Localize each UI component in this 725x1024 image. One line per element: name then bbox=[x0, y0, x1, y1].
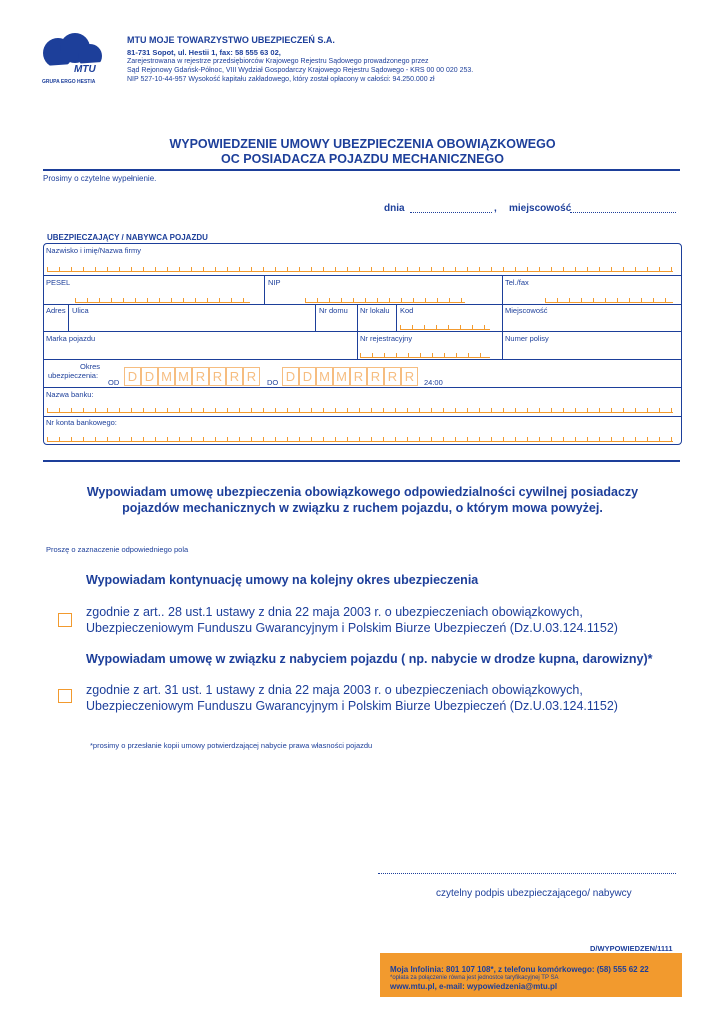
row-divider bbox=[43, 275, 682, 276]
policy-number-label: Numer polisy bbox=[505, 334, 549, 343]
option1-heading: Wypowiadam kontynuację umowy na kolejny okres ubezpieczenia bbox=[86, 573, 479, 587]
col-divider bbox=[396, 304, 397, 331]
nip-label: NIP bbox=[268, 278, 281, 287]
name-label: Nazwisko i imię/Nazwa firmy bbox=[46, 246, 142, 255]
col-divider bbox=[315, 304, 316, 331]
bank-account-label: Nr konta bankowego: bbox=[46, 418, 117, 427]
apartment-label: Nr lokalu bbox=[360, 306, 390, 315]
pesel-label: PESEL bbox=[46, 278, 71, 287]
hotline-text: Moja Infolinia: 801 107 108*, z telefonu komórkowego: (58) 555 62 22 bbox=[390, 965, 649, 974]
option2-checkbox[interactable] bbox=[58, 689, 72, 703]
bank-name-input[interactable] bbox=[47, 406, 673, 413]
section-label: UBEZPIECZAJĄCY / NABYWCA POJAZDU bbox=[47, 233, 208, 242]
date-cell[interactable]: D bbox=[141, 367, 158, 386]
form-bottom-rule bbox=[43, 460, 680, 462]
date-label: dnia bbox=[384, 203, 405, 214]
company-name: MTU MOJE TOWARZYSTWO UBEZPIECZEŃ S.A. bbox=[127, 35, 335, 45]
date-cell[interactable]: R bbox=[226, 367, 243, 386]
form-title-line-2: OC POSIADACZA POJAZDU MECHANICZNEGO bbox=[221, 152, 504, 166]
house-number-label: Nr domu bbox=[319, 306, 348, 315]
date-cell[interactable]: R bbox=[192, 367, 209, 386]
fill-instruction: Prosimy o czytelne wypełnienie. bbox=[43, 174, 157, 183]
title-rule bbox=[43, 169, 680, 171]
date-cell[interactable]: R bbox=[384, 367, 401, 386]
bank-account-input[interactable] bbox=[47, 435, 673, 442]
col-divider bbox=[502, 304, 503, 331]
row-divider bbox=[43, 359, 682, 360]
form-title-line-1: WYPOWIEDZENIE UMOWY UBEZPIECZENIA OBOWIĄZKOWEGO bbox=[169, 137, 556, 151]
contact-footer bbox=[380, 953, 682, 997]
registration-label: Nr rejestracyjny bbox=[360, 334, 413, 343]
date-cell[interactable]: M bbox=[316, 367, 333, 386]
col-divider bbox=[502, 331, 503, 359]
option1-line-1: zgodnie z art.. 28 ust.1 ustawy z dnia 22 maja 2003 r. o ubezpieczeniach obowiązkowych, bbox=[86, 605, 583, 619]
signature-line[interactable] bbox=[378, 873, 676, 874]
time-label: 24:00 bbox=[424, 378, 443, 387]
website-email[interactable]: www.mtu.pl, e-mail: wypowiedzenia@mtu.pl bbox=[390, 982, 558, 991]
city-label: Miejscowość bbox=[505, 306, 548, 315]
name-input[interactable] bbox=[47, 265, 673, 272]
date-cell[interactable]: D bbox=[124, 367, 141, 386]
bank-name-label: Nazwa banku: bbox=[46, 390, 94, 399]
option2-line-1: zgodnie z art. 31 ust. 1 ustawy z dnia 22 maja 2003 r. o ubezpieczeniach obowiązkowych, bbox=[86, 683, 583, 697]
select-note: Proszę o zaznaczenie odpowiedniego pola bbox=[46, 545, 189, 554]
period-label-2: ubezpieczenia: bbox=[48, 371, 99, 380]
policyholder-form bbox=[43, 243, 682, 445]
postcode-label: Kod bbox=[400, 306, 414, 315]
postcode-input[interactable] bbox=[400, 323, 490, 330]
row-divider bbox=[43, 331, 682, 332]
nip-input[interactable] bbox=[305, 296, 465, 303]
tariff-note: *opłata za połączenie równa jest jednostce taryfikacyjnej TP SA bbox=[390, 975, 559, 981]
date-cell[interactable]: D bbox=[282, 367, 299, 386]
col-divider bbox=[357, 331, 358, 359]
tel-label: Tel./fax bbox=[505, 278, 529, 287]
address-label: Adres bbox=[46, 306, 66, 315]
to-label: DO bbox=[267, 378, 279, 387]
period-label-1: Okres bbox=[80, 362, 101, 371]
company-address: 81-731 Sopot, ul. Hestii 1, fax: 58 555 63 02, bbox=[127, 48, 281, 57]
date-cell[interactable]: M bbox=[158, 367, 175, 386]
col-divider bbox=[68, 304, 69, 331]
footnote: *prosimy o przesłanie kopii umowy potwierdzającej nabycie prawa własności pojazdu bbox=[90, 741, 373, 750]
date-cell[interactable]: M bbox=[333, 367, 350, 386]
logo-caption: GRUPA ERGO HESTIA bbox=[42, 79, 96, 85]
row-divider bbox=[43, 304, 682, 305]
registry-line-1: Zarejestrowana w rejestrze przedsiębiorców Krajowego Rejestru Sądowego prowadzonego przez bbox=[127, 58, 429, 65]
vehicle-make-label: Marka pojazdu bbox=[46, 334, 96, 343]
signature-label: czytelny podpis ubezpieczającego/ nabywcy bbox=[436, 888, 632, 899]
option2-line-2: Ubezpieczeniowym Funduszu Gwarancyjnym i Polskim Biurze Ubezpieczeń (Dz.U.03.124.1152) bbox=[86, 699, 618, 713]
date-cell[interactable]: M bbox=[175, 367, 192, 386]
date-cell[interactable]: R bbox=[243, 367, 260, 386]
registration-input[interactable] bbox=[360, 351, 490, 358]
row-divider bbox=[43, 387, 682, 388]
street-label: Ulica bbox=[72, 306, 89, 315]
date-cell[interactable]: R bbox=[209, 367, 226, 386]
period-from-cells[interactable] bbox=[124, 367, 260, 386]
place-input[interactable] bbox=[570, 212, 676, 213]
registry-line-2: Sąd Rejonowy Gdańsk-Północ, VIII Wydział Gospodarczy Krajowego Rejestru Sądowego - KRS 00 00 020 253. bbox=[127, 67, 474, 74]
company-logo bbox=[40, 32, 106, 90]
date-cell[interactable]: R bbox=[350, 367, 367, 386]
tel-input[interactable] bbox=[545, 296, 673, 303]
statement-line-1: Wypowiadam umowę ubezpieczenia obowiązkowego odpowiedzialności cywilnej posiadaczy bbox=[86, 485, 639, 499]
date-comma: , bbox=[494, 203, 497, 214]
registry-line-3: NIP 527-10-44-957 Wysokość kapitału zakładowego, który został opłacony w całości: 94.250.000 zł bbox=[127, 76, 435, 83]
option2-heading: Wypowiadam umowę w związku z nabyciem pojazdu ( np. nabycie w drodze kupna, darowizny)* bbox=[86, 652, 653, 666]
date-cell[interactable]: R bbox=[401, 367, 418, 386]
statement-line-2: pojazdów mechanicznych w związku z ruchem pojazdu, o którym mowa powyżej. bbox=[122, 501, 603, 515]
date-cell[interactable]: R bbox=[367, 367, 384, 386]
period-to-cells[interactable] bbox=[282, 367, 418, 386]
form-code: D/WYPOWIEDZEN/1111 bbox=[590, 944, 673, 953]
option1-checkbox[interactable] bbox=[58, 613, 72, 627]
row-divider bbox=[43, 416, 682, 417]
date-input[interactable] bbox=[410, 212, 492, 213]
option1-line-2: Ubezpieczeniowym Funduszu Gwarancyjnym i Polskim Biurze Ubezpieczeń (Dz.U.03.124.1152) bbox=[86, 621, 618, 635]
col-divider bbox=[264, 275, 265, 304]
place-label: miejscowość bbox=[509, 203, 572, 214]
pesel-input[interactable] bbox=[75, 296, 250, 303]
col-divider bbox=[357, 304, 358, 331]
from-label: OD bbox=[108, 378, 120, 387]
col-divider bbox=[502, 275, 503, 304]
logo-text: MTU bbox=[74, 64, 96, 75]
date-cell[interactable]: D bbox=[299, 367, 316, 386]
